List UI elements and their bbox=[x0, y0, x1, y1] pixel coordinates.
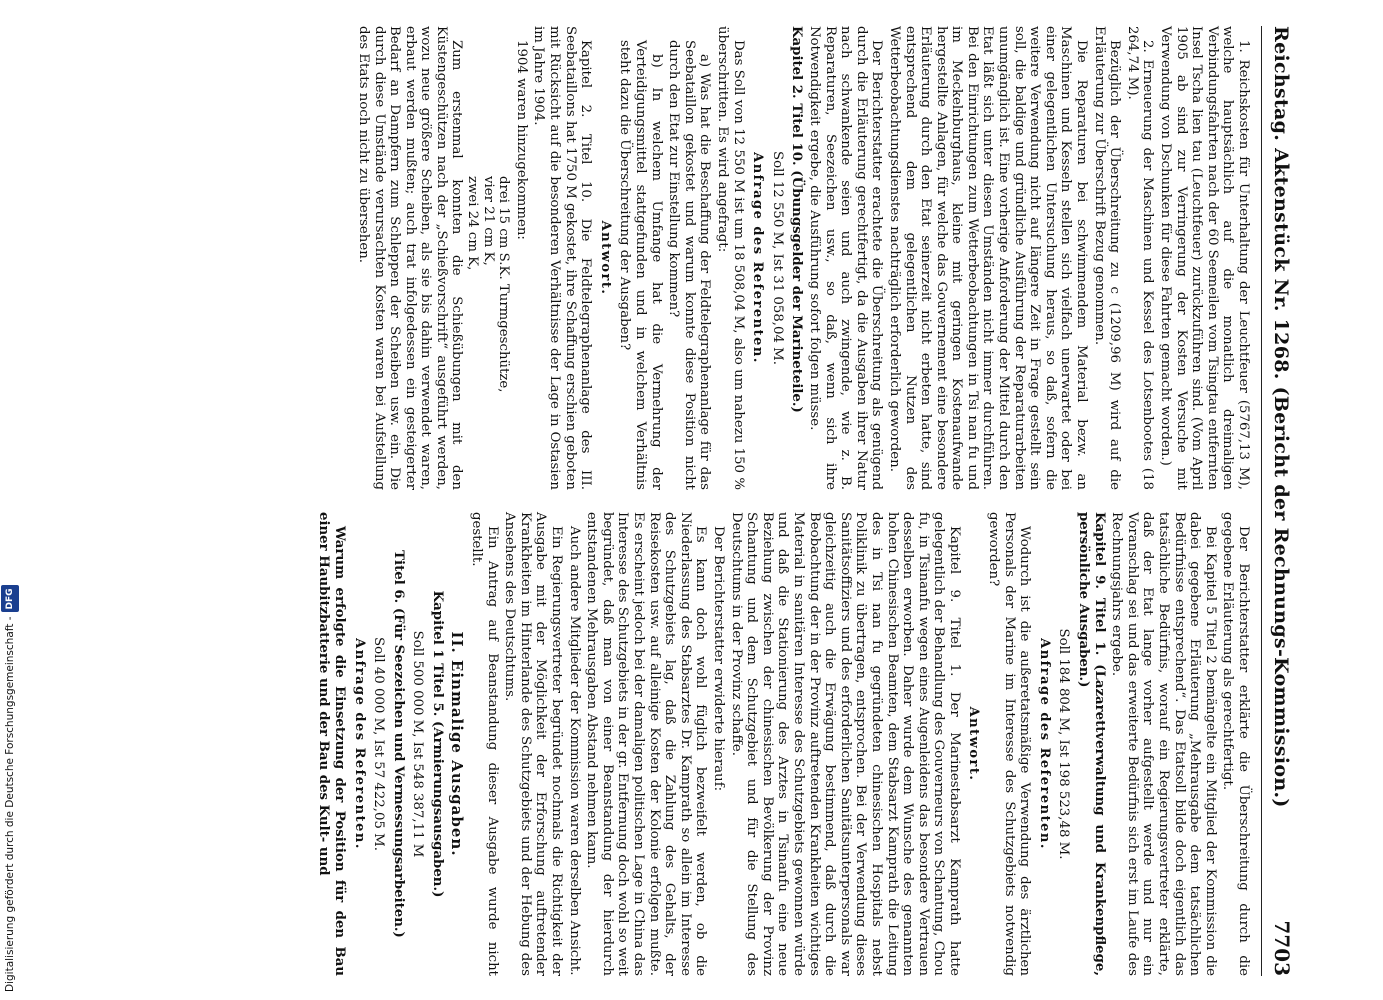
left-column bbox=[314, 26, 1251, 490]
section-heading: Anfrage des Referenten. bbox=[750, 152, 766, 364]
paragraph: Das Soll von 12 550 M ist um 18 508,04 M, also um nahezu 150 % überschritten. Es wird angefragt: bbox=[715, 26, 746, 490]
right-column bbox=[314, 512, 1251, 976]
budget-line: Soll 12 550 M, Ist 31 058,04 M. bbox=[769, 150, 785, 366]
budget-line: Soll 40 000 M, Ist 57 422,05 M. bbox=[371, 636, 387, 852]
paragraph: Ein Regierungsvertreter begründet nochmals die Richtigkeit der Ausgabe mit der Möglichkeit der Erforschung auftretender Krankheiten im Hinterlande des Schutzgebiets und der Hebung des Ansehens des Deutschtums. bbox=[502, 512, 565, 976]
paragraph: Bezüglich der Überschreitung zu c (1209,96 M) wird auf die Erläuterung zur Überschrift Bezug genommen. bbox=[1091, 26, 1123, 490]
paragraph: Die Reparaturen bei schwimmendem Material bezw. an Maschinen und Kesseln stellen sich vielfach unerwartet oder bei einer gelegentlichen Untersuchung heraus, so daß, sofern die weitere Verwendung nicht auf längere Zeit in Frage gestellt sein soll, die baldige und gründliche Ausführung der Reparaturarbeiten unumgänglich ist. Eine vorherige Anforderung der Mittel durch den Etat läßt sich unter diesen Umständen nicht immer durchführen. Bei den Einrichtungen zum Wetterbeobachtungen in Tsi nan fu und im Meckelnburghaus, kleine mit geringen Kostenaufwande hergestellte Anlagen, für welche das Gouvernement eine besondere Erläuterung durch den Etat seinerzeit nicht erbeten hatte, sind entsprechend dem gelegentlichen Nutzen des Wetterbeobachtungsdienstes nachträglich erforderlich geworden. bbox=[886, 26, 1090, 490]
budget-line: Soll 184 804 M, Ist 198 523,48 M. bbox=[1056, 628, 1072, 860]
page-title: Reichstag. Aktenstück Nr. 1268. (Bericht der Rechnungs-Kommission.) bbox=[1270, 26, 1292, 808]
list-item: zwei 24 cm K, bbox=[465, 176, 481, 271]
paragraph: Kapitel 2. Titel 10. Die Feldtelegraphenanlage des III. Seebataillons hat 1750 M gekostet, ihre Schaffung erschien geboten mit Rücksicht auf die besonderen Verhältnisse der Lage in Ostasien im Jahre 1904. bbox=[531, 26, 594, 490]
chapter-heading: Kapitel 2. Titel 10. (Übungsgelder der Marineteile.) bbox=[789, 26, 805, 413]
digitization-credit bbox=[2, 0, 18, 1000]
section-heading: Antwort. bbox=[597, 220, 613, 296]
credit-text: Digitalisierung gefördert durch die Deutsche Forschungsgemeinschaft - bbox=[4, 616, 16, 992]
paragraph: 1904 waren hinzugekommen: bbox=[513, 40, 529, 240]
chapter-heading: Kapitel 1 Titel 5. (Armierungsausgaben.) bbox=[429, 590, 445, 898]
paragraph: Der Berichterstatter erachtete die Überschreitung als genügend durch die Erläuterung gerechtfertigt, da die Ausgaben ihrer Natur nach schwankende seien und auch zwingende, wie z. B. Reparaturen, Seezeichen usw., so daß, wenn sich ihre Notwendigkeit ergebe, die Ausführung sofort folgen müsse. bbox=[806, 26, 885, 490]
page-header bbox=[1261, 26, 1294, 976]
paragraph: Ein Antrag auf Beanstandung dieser Ausgabe wurde nicht gestellt. bbox=[469, 512, 500, 976]
paragraph: Es kann doch wohl füglich bezweifelt werden, ob die Niederlassung des Stabsarztes Dr. Kamprath so allein im Interesse des Schutzgebiets lag, daß die Zahlung des Gehalts, der Reisekosten usw. auf alleinige Kosten der Kolonie erfolgen mußte. Es erscheint jedoch bei der damaligen politischen Lage in China das Interesse des Schutzgebiets in der gr. Entfernung doch wohl so weit begründet, daß man von einer Beanstandung der hierdurch entstandenen Mehrausgaben Abstand nehmen kann. bbox=[584, 512, 709, 976]
title-heading: Titel 6. (Für Seezeichen und Vermessungsarbeiten.) bbox=[390, 550, 406, 938]
gun-list bbox=[465, 176, 512, 490]
chapter-heading: Kapitel 9. Titel 1. (Lazarettverwaltung und Krankenpflege, persönliche Ausgaben.) bbox=[1076, 512, 1107, 976]
list-item: drei 15 cm S.K. Turmgeschütze, bbox=[496, 176, 512, 393]
dfg-logo: DFG bbox=[1, 585, 19, 612]
paragraph: Kapitel 9. Titel 1. Der Marinestabsarzt Kamprath hatte gelegentlich der Behandlung des Gouverneurs von Schantung, Chou fu, in Tsinanfu wegen eines Augenleidens das besondere Vertrauen desselben erworben. Daher wurde dem Wunsche des genannten hohen Chinesischen Beamten, dem Stabsarzt Kamprath die Leitung des in Tsi nan fu gegründeten chinesischen Hospitals nebst Poliklinik zu übertragen, entsprochen. Bei der Verwendung dieses Sanitätsoffiziers und des erforderlichen Sanitätsunterpersonals war gleichzeitig auch die Erwägung bestimmend, daß durch die Beobachtung der in der Provinz auftretenden Krankheiten wichtiges Material in sanitären Interesse des Schutzgebiets gewonnen würde und daß die Stationierung des Arztes in Tsinanfu eine neue Beziehung zwischen der chinesischen Bevölkerung der Provinz Schantung und dem Schutzgebiet und für die Stellung des Deutschtums in der Provinz schaffe. bbox=[728, 512, 962, 976]
section-heading: Antwort. bbox=[966, 706, 982, 782]
budget-line: Soll 500 000 M, Ist 548 387,11 M bbox=[410, 630, 426, 858]
section-heading: Anfrage des Referenten. bbox=[1036, 638, 1052, 850]
paragraph: Wodurch ist die außeretatsmäßige Verwendung des ärztlichen Personals der Marine im Interesse des Schutzgebiets notwendig geworden? bbox=[986, 512, 1033, 976]
list-item: vier 21 cm K, bbox=[480, 176, 496, 266]
section-heading: Anfrage des Referenten. bbox=[351, 638, 367, 850]
question-a: a) Was hat die Beschaffung der Feldtelegraphenanlage für das Seebataillon gekostet und warum konnte diese Position nicht durch den Etat zur Einstellung kommen? bbox=[666, 40, 713, 490]
paragraph: Warum erfolgte die Einsetzung der Position für den Bau einer Haubitzbatterie und der Bau des Kult- und bbox=[316, 512, 347, 976]
part-heading: II. Einmalige Ausgaben. bbox=[448, 631, 467, 857]
text-columns bbox=[314, 26, 1251, 976]
question-b: b) In welchem Umfange hat die Vermehrung der Verteidigungsmittel stattgefunden und in welchem Verhältnis steht dazu die Überschreitung der Ausgaben? bbox=[617, 40, 664, 490]
paragraph: 1. Reichskosten für Unterhaltung der Leuchtfeuer (5767,13 M), welche hauptsächlich auf die monatlich dreimaligen Verbindungsfahrten nach der 60 Seemeilen vom Tsingtau entfernten Insel Tscha lien tau (Leuchtfeuer) zurückzuführen sind. (Vom April 1905 ab sind zur Verringerung der Kosten Versuche mit Verwendung von Dschunken für diese Fahrten gemacht worden.) bbox=[1158, 26, 1251, 490]
page-number: 7703 bbox=[1270, 920, 1294, 976]
paragraph: Zum erstenmal konnten die Schießübungen mit den Küstengeschützen nach der „Schießvorschrift“ ausgeführt werden, wozu neue größere Scheiben, als sie bis dahin verwendet waren, erbaut werden mußten; auch trat infolgedessen ein gesteigerter Bedarf an Dampfern zum Schleppen der Scheiben usw. ein. Die durch diese Umstände verursachten Kosten waren bei Aufstellung des Etats noch nicht zu übersehen. bbox=[355, 26, 465, 490]
paragraph: Der Berichterstatter erklärte die Überschreitung durch die gegebene Erläuterung als gerechtfertigt. bbox=[1220, 512, 1251, 976]
paragraph: 2. Erneuerung der Maschinen und Kessel des Lotsenbootes (18 264,74 M). bbox=[1124, 26, 1156, 490]
paragraph: Auch andere Mitglieder der Kommission waren derselben Ansicht. bbox=[566, 526, 582, 976]
paragraph: Der Berichterstatter erwiderte hierauf: bbox=[711, 526, 726, 792]
paragraph: Bei Kapitel 5 Titel 2 bemängelte ein Mitglied der Kommission die dabei gegebene Erläuterung „Mehrausgabe dem tatsächlichen Bedürfnisse entsprechend“. Das Etatsoll bilde doch eigentlich das tatsächliche Bedürfnis, worauf ein Regierungsvertreter erklärte, daß der Etat lange vorher aufgestellt werde und nur ein Voranschlag sei und das erweiterte Bedürfnis sich erst im Laufe des Rechnungsjahrs ergebe. bbox=[1109, 512, 1218, 976]
